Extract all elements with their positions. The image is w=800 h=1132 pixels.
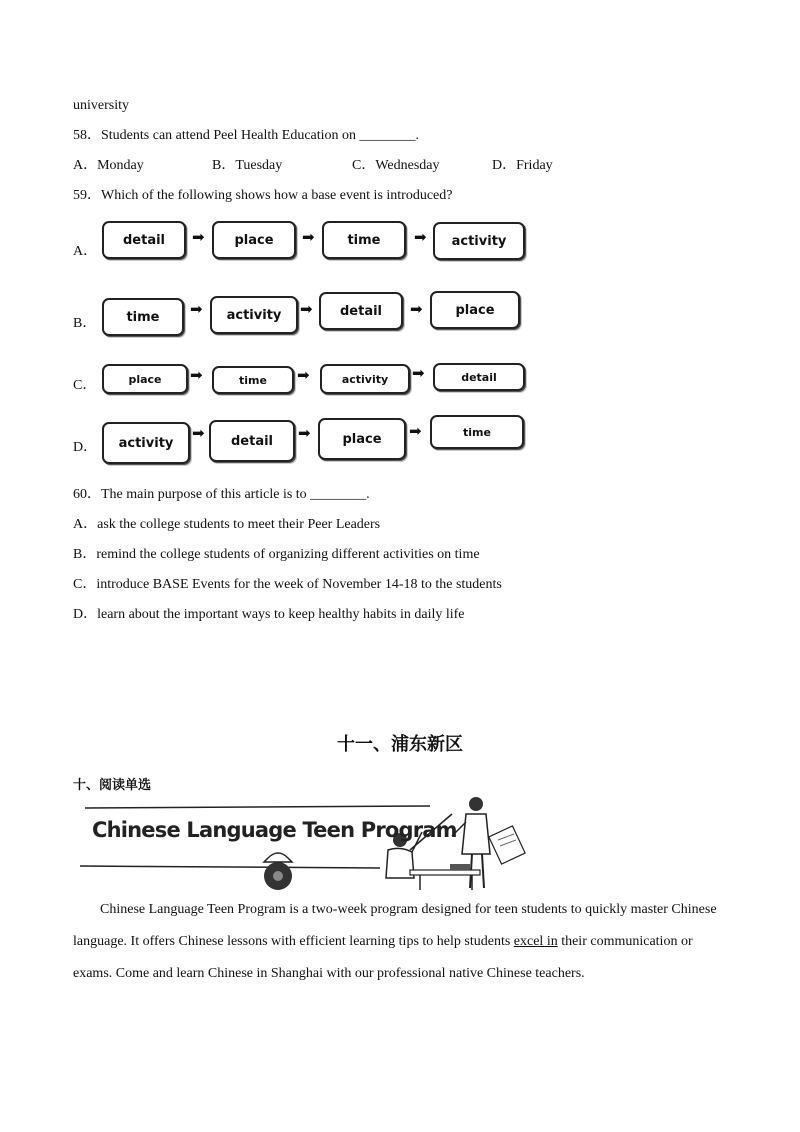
program-banner-illustration bbox=[80, 792, 540, 892]
question-60-option-c: C．introduce BASE Events for the week of November 14-18 to the students bbox=[73, 577, 502, 592]
flow-box: place bbox=[102, 364, 188, 394]
flow-box: place bbox=[318, 418, 406, 460]
question-59-option-d-flow bbox=[0, 414, 800, 470]
question-59-option-b-flow bbox=[0, 288, 800, 344]
flow-box: activity bbox=[102, 422, 190, 464]
section-title: 十一、浦东新区 bbox=[337, 734, 463, 755]
flow-box: detail bbox=[209, 420, 295, 462]
flow-box: detail bbox=[319, 292, 403, 330]
question-60-option-d: D．learn about the important ways to keep healthy habits in daily life bbox=[73, 607, 465, 622]
continuation-text: university bbox=[73, 98, 129, 113]
question-59-option-a-flow bbox=[0, 218, 800, 274]
right-arrow-icon: ➡ bbox=[302, 228, 315, 246]
right-arrow-icon: ➡ bbox=[412, 364, 425, 382]
flow-box: time bbox=[322, 221, 406, 259]
flow-box: activity bbox=[433, 222, 525, 260]
right-arrow-icon: ➡ bbox=[297, 366, 310, 384]
flow-box: detail bbox=[102, 221, 186, 259]
passage-line-2 bbox=[73, 926, 693, 958]
option-letter: C． bbox=[73, 378, 97, 393]
question-59-stem: 59．Which of the following shows how a base event is introduced? bbox=[73, 188, 453, 203]
passage-line-3: exams. Come and learn Chinese in Shanghai with our professional native Chinese teachers. bbox=[73, 966, 585, 981]
right-arrow-icon: ➡ bbox=[192, 228, 205, 246]
option-letter: A． bbox=[73, 244, 98, 259]
flow-box: activity bbox=[210, 296, 298, 334]
banner-illustration-graphic bbox=[80, 792, 540, 892]
flow-box: detail bbox=[433, 363, 525, 391]
right-arrow-icon: ➡ bbox=[410, 300, 423, 318]
question-58-option-a: A．Monday bbox=[73, 158, 144, 173]
section-subtitle: 十、阅读单选 bbox=[73, 778, 152, 793]
question-58-option-c: C．Wednesday bbox=[352, 158, 440, 173]
right-arrow-icon: ➡ bbox=[190, 366, 203, 384]
passage-text: their communication or bbox=[557, 934, 693, 949]
right-arrow-icon: ➡ bbox=[414, 228, 427, 246]
flow-box: time bbox=[430, 415, 524, 449]
flow-box: place bbox=[430, 291, 520, 329]
question-58-option-d: D．Friday bbox=[492, 158, 553, 173]
right-arrow-icon: ➡ bbox=[190, 300, 203, 318]
flow-box: place bbox=[212, 221, 296, 259]
question-58-option-b: B．Tuesday bbox=[212, 158, 283, 173]
right-arrow-icon: ➡ bbox=[298, 424, 311, 442]
banner-text: Chinese Language Teen Program bbox=[92, 818, 457, 842]
question-59-option-c-flow bbox=[0, 358, 800, 414]
passage-line-1: Chinese Language Teen Program is a two-week program designed for teen students to quickly master Chinese bbox=[100, 902, 717, 917]
right-arrow-icon: ➡ bbox=[300, 300, 313, 318]
passage-underlined-phrase: excel in bbox=[513, 934, 558, 949]
option-letter: B． bbox=[73, 316, 97, 331]
question-60-option-a: A．ask the college students to meet their Peer Leaders bbox=[73, 517, 381, 532]
question-58-stem: 58．Students can attend Peel Health Education on ________. bbox=[73, 128, 420, 143]
flow-box: time bbox=[212, 366, 294, 394]
flow-box: activity bbox=[320, 364, 410, 394]
question-60-stem: 60．The main purpose of this article is to ________. bbox=[73, 487, 370, 502]
passage-text: language. It offers Chinese lessons with efficient learning tips to help students bbox=[73, 934, 514, 949]
question-60-option-b: B．remind the college students of organizing different activities on time bbox=[73, 547, 480, 562]
right-arrow-icon: ➡ bbox=[192, 424, 205, 442]
flow-box: time bbox=[102, 298, 184, 336]
right-arrow-icon: ➡ bbox=[409, 422, 422, 440]
option-letter: D． bbox=[73, 440, 98, 455]
